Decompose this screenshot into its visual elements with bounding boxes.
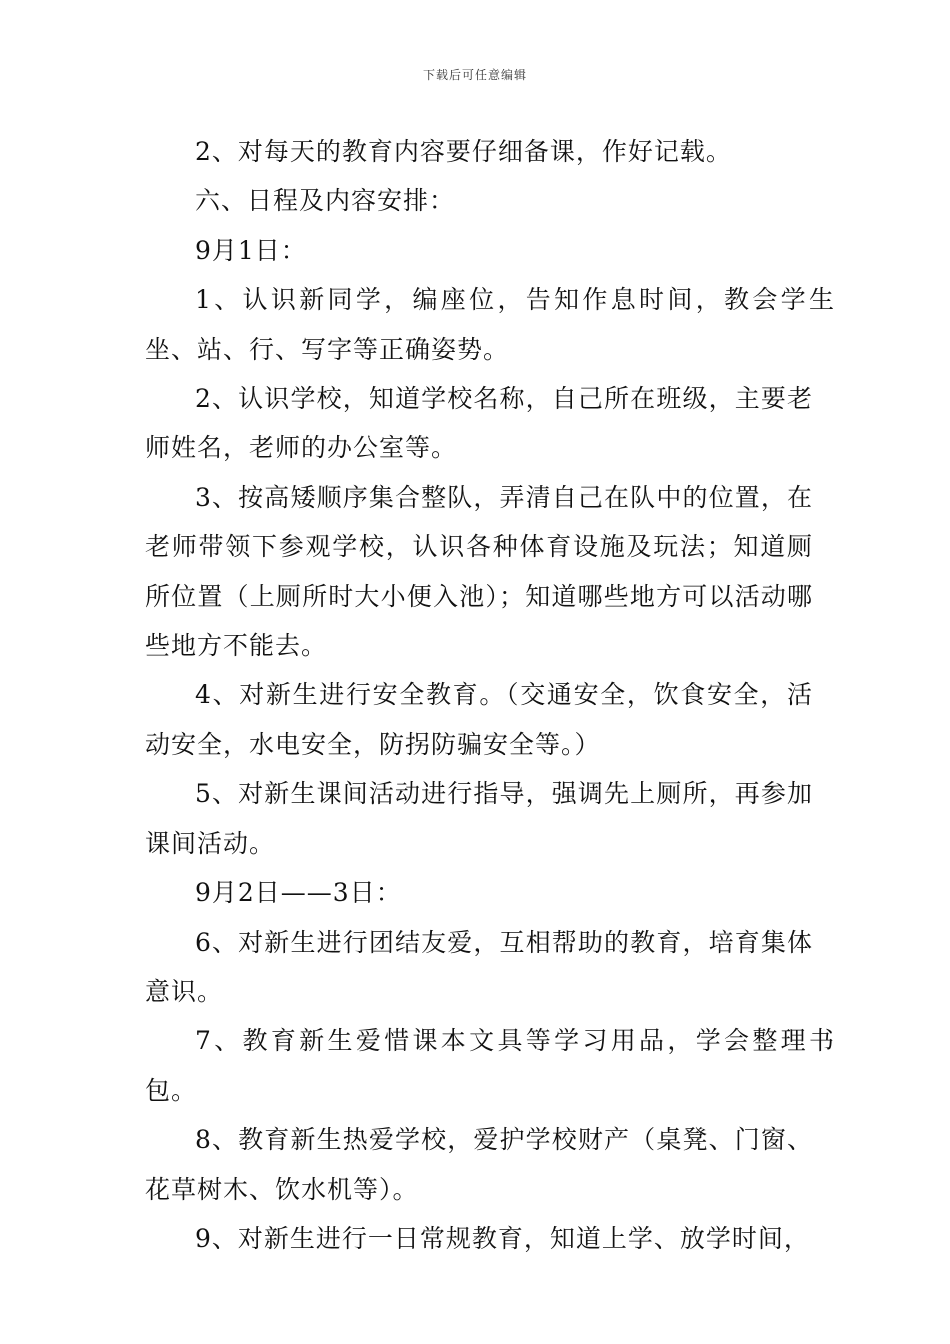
paragraph-item-1: 1、认识新同学，编座位，告知作息时间，教会学生坐、站、行、写字等正确姿势。 <box>145 285 835 364</box>
paragraph-item-4: 4、对新生进行安全教育。（交通安全，饮食安全，活动安全，水电安全，防拐防骗安全等。） <box>145 680 813 759</box>
paragraph-prep-lessons: 2、对每天的教育内容要仔细备课，作好记载。 <box>195 137 732 166</box>
paragraph-item-3: 3、按高矮顺序集合整队，弄清自己在队中的位置，在老师带领下参观学校，认识各种体育设施及玩法；知道厕所位置（上厕所时大小便入池）；知道哪些地方可以活动哪些地方不能去。 <box>145 482 813 661</box>
paragraph-item-8: 8、教育新生热爱学校，爱护学校财产（桌凳、门窗、花草树木、饮水机等）。 <box>145 1125 813 1204</box>
paragraph-item-9: 9、对新生进行一日常规教育，知道上学、放学时间， <box>195 1223 810 1253</box>
paragraph-item-2: 2、认识学校，知道学校名称，自己所在班级，主要老师姓名，老师的办公室等。 <box>145 384 813 463</box>
paragraph-item-6: 6、对新生进行团结友爱，互相帮助的教育，培育集体意识。 <box>145 927 813 1006</box>
paragraph-item-7: 7、教育新生爱惜课本文具等学习用品，学会整理书包。 <box>145 1026 835 1105</box>
paragraph-item-5: 5、对新生课间活动进行指导，强调先上厕所，再参加课间活动。 <box>145 779 813 858</box>
date-heading-sep-2-3: 9月2日——3日： <box>195 878 402 908</box>
section-heading-schedule: 六、日程及内容安排： <box>195 186 456 216</box>
document-body <box>145 127 835 1263</box>
date-heading-sep-1: 9月1日： <box>195 235 307 265</box>
header-note: 下载后可任意编辑 <box>422 68 527 82</box>
